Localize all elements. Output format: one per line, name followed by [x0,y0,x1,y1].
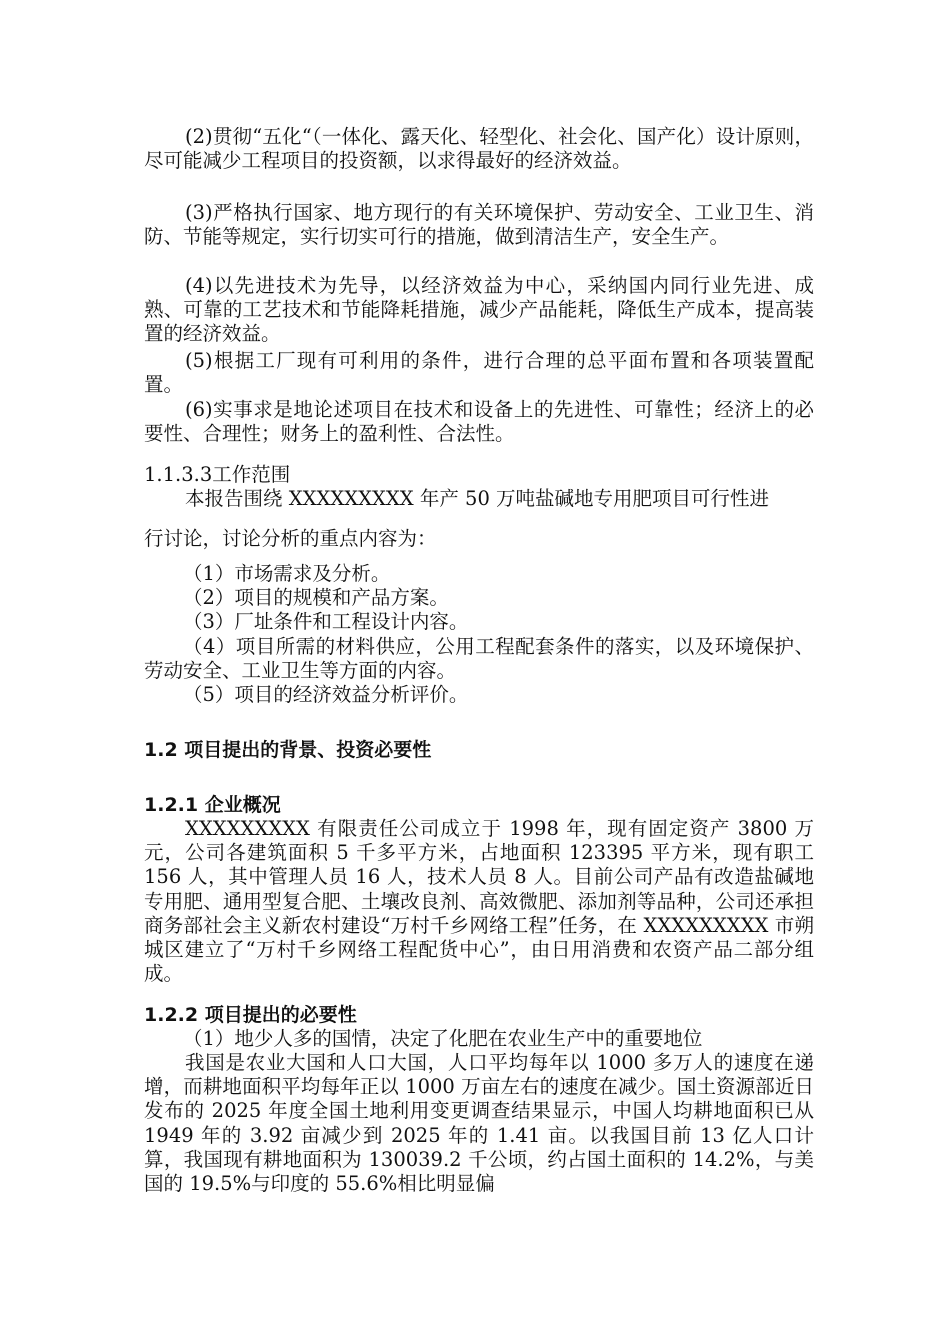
principle-3-paragraph: (3)严格执行国家、地方现行的有关环境保护、劳动安全、工业卫生、消防、节能等规定，实行切实可行的措施，做到清洁生产，安全生产。 [144,201,814,249]
company-overview-paragraph: XXXXXXXXX 有限责任公司成立于 1998 年，现有固定资产 3800 万元，公司各建筑面积 5 千多平方米，占地面积 123395 平方米，现有职工 156 人，其中管理人员 16 人，技术人员 8 人。目前公司产品有改造盐碱地专用肥、通用型复合肥、土壤改良剂、高效微肥、添加剂等品种，公司还承担商务部社会主义新农村建设“万村千乡网络工程”任务，在 XXXXXXXXX 市朔城区建立了“万村千乡网络工程配货中心”，由日用消费和农资产品二部分组成。 [144,817,814,986]
scope-intro-line-1: 本报告围绕 XXXXXXXXX 年产 50 万吨盐碱地专用肥项目可行性进 [185,487,770,510]
section-1-2-heading: 1.2 项目提出的背景、投资必要性 [144,739,432,761]
scope-item: （5）项目的经济效益分析评价。 [183,683,469,706]
necessity-subheading: （1）地少人多的国情，决定了化肥在农业生产中的重要地位 [183,1027,703,1050]
scope-item: （3）厂址条件和工程设计内容。 [183,610,469,633]
principle-6-paragraph: (6)实事求是地论述项目在技术和设备上的先进性、可靠性；经济上的必要性、合理性；财务上的盈利性、合法性。 [144,398,814,446]
principle-5-paragraph: (5)根据工厂现有可利用的条件，进行合理的总平面布置和各项装置配置。 [144,349,814,397]
scope-item: （1）市场需求及分析。 [183,562,391,585]
scope-item: （2）项目的规模和产品方案。 [183,586,449,609]
scope-intro-line-2: 行讨论，讨论分析的重点内容为： [144,527,437,550]
necessity-paragraph: 我国是农业大国和人口大国，人口平均每年以 1000 多万人的速度在递增，而耕地面积平均每年正以 1000 万亩左右的速度在减少。国土资源部近日发布的 2025 年度全国土地利用变更调查结果显示，中国人均耕地面积已从 1949 年的 3.92 亩减少到 2025 年的 1.41 亩。以我国目前 13 亿人口计算，我国现有耕地面积为 130039.2 千公顷，约占国土面积的 14.2%，与美国的 19.5%与印度的 55.6%相比明显偏 [144,1051,814,1196]
principle-4-paragraph: (4)以先进技术为先导，以经济效益为中心，采纳国内同行业先进、成熟、可靠的工艺技术和节能降耗措施，减少产品能耗，降低生产成本，提高装置的经济效益。 [144,274,814,346]
scope-item: （4）项目所需的材料供应，公用工程配套条件的落实，以及环境保护、劳动安全、工业卫生等方面的内容。 [144,635,814,683]
section-1-2-2-heading: 1.2.2 项目提出的必要性 [144,1004,357,1026]
principle-2-paragraph: (2)贯彻“五化“（一体化、露天化、轻型化、社会化、国产化）设计原则，尽可能减少工程项目的投资额，以求得最好的经济效益。 [144,125,814,173]
scope-heading: 1.1.3.3工作范围 [144,463,291,486]
section-1-2-1-heading: 1.2.1 企业概况 [144,794,281,816]
